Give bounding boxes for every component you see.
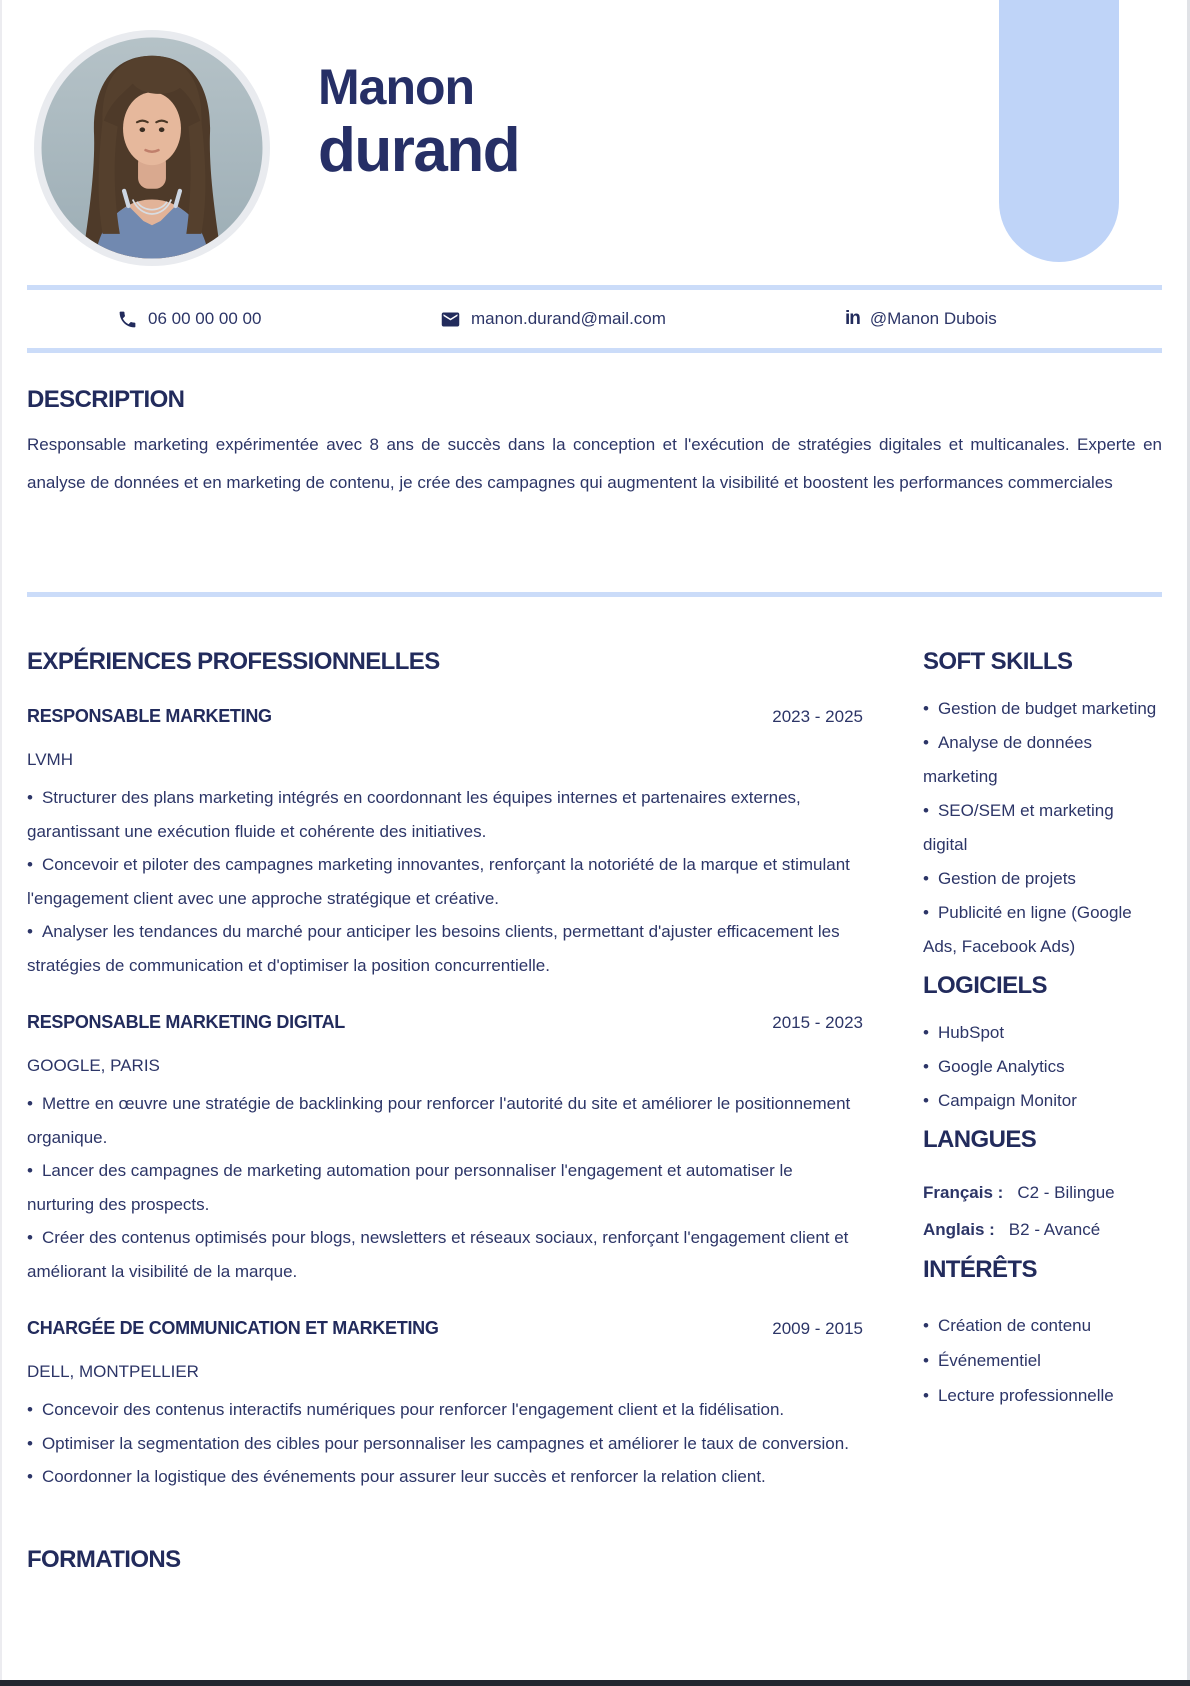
phone-contact[interactable] <box>117 290 261 348</box>
job-bullet <box>27 1154 863 1221</box>
soft-skill-text: Gestion de projets <box>937 869 1076 888</box>
interet-text: Événementiel <box>937 1351 1041 1370</box>
job-bullets <box>27 781 863 982</box>
bullet-dot: • <box>923 1057 929 1076</box>
experience-title: EXPÉRIENCES PROFESSIONNELLES <box>27 648 440 675</box>
job-entry <box>27 1012 863 1288</box>
language-level: B2 - Avancé <box>1008 1220 1101 1239</box>
interets-title: INTÉRÊTS <box>923 1256 1037 1283</box>
last-name: durand <box>318 116 520 185</box>
logiciel-item <box>923 1084 1162 1118</box>
bullet-dot: • <box>923 801 929 820</box>
bullet-dot: • <box>923 1386 929 1405</box>
soft-skill-item <box>923 896 1162 964</box>
job-dates: 2023 - 2025 <box>772 707 863 726</box>
formations-title: FORMATIONS <box>27 1545 181 1573</box>
bullet-dot: • <box>27 1433 33 1453</box>
bullet-dot: • <box>923 1351 929 1370</box>
soft-skill-item <box>923 794 1162 862</box>
logiciels-title: LOGICIELS <box>923 972 1047 999</box>
job-bullet <box>27 1427 863 1461</box>
job-role: CHARGÉE DE COMMUNICATION ET MARKETING <box>27 1318 439 1338</box>
email-address: manon.durand@mail.com <box>471 309 666 328</box>
logiciels-list <box>923 1016 1162 1118</box>
logiciel-item <box>923 1016 1162 1050</box>
bullet-dot: • <box>27 1467 33 1486</box>
bullet-dot: • <box>27 855 33 874</box>
bullet-dot: • <box>27 1094 33 1113</box>
logiciel-text: HubSpot <box>937 1023 1005 1042</box>
bullet-dot: • <box>923 903 929 922</box>
envelope-icon <box>440 309 461 330</box>
job-entry <box>27 1318 863 1494</box>
phone-number: 06 00 00 00 00 <box>148 309 262 328</box>
job-head <box>27 1012 863 1033</box>
soft-skill-text: Analyse de données marketing <box>923 733 1093 786</box>
interets-list <box>923 1308 1162 1413</box>
job-bullet-text: Concevoir et piloter des campagnes marketing innovantes, renforçant la notoriété de la marque et stimulant l'engagement client avec une approche stratégique et créative. <box>27 855 850 908</box>
soft-skill-item <box>923 726 1162 794</box>
language-label: Anglais : <box>923 1220 995 1239</box>
page-left-border <box>0 0 2 1686</box>
language-level: C2 - Bilingue <box>1017 1183 1115 1202</box>
job-bullet <box>27 1460 863 1494</box>
description-text: Responsable marketing expérimentée avec 8 ans de succès dans la conception et l'exécution de stratégies digitales et multicanales. Experte en analyse de données et en marketing de contenu, je crée des campagnes qui augmentent la visibilité et boostent les performances commerciales <box>27 435 1162 492</box>
job-bullet <box>27 1393 863 1427</box>
job-company: GOOGLE, PARIS <box>27 1056 160 1075</box>
job-head <box>27 706 863 727</box>
bullet-dot: • <box>923 1091 929 1110</box>
soft-skill-text: Gestion de budget marketing <box>937 699 1157 718</box>
job-bullet-text: Lancer des campagnes de marketing automation pour personnaliser l'engagement et automatiser le nurturing des prospects. <box>27 1161 793 1214</box>
email-contact[interactable] <box>440 290 666 348</box>
soft-skills-title: SOFT SKILLS <box>923 648 1073 675</box>
language-row <box>923 1211 1162 1248</box>
soft-skill-text: SEO/SEM et marketing digital <box>923 801 1114 854</box>
linkedin-contact[interactable] <box>845 290 997 348</box>
description-section <box>27 386 1162 501</box>
bullet-dot: • <box>27 788 33 807</box>
interet-item <box>923 1343 1162 1378</box>
job-bullet-text: Structurer des plans marketing intégrés en coordonnant les équipes internes et partenaires externes, garantissant une exécution fluide et cohérente des initiatives. <box>27 788 801 841</box>
bullet-dot: • <box>923 869 929 888</box>
contact-row <box>27 290 1162 348</box>
bullet-dot: • <box>27 1400 33 1419</box>
logiciel-text: Campaign Monitor <box>937 1091 1077 1110</box>
linkedin-handle: @Manon Dubois <box>869 309 997 328</box>
interet-text: Création de contenu <box>937 1316 1092 1335</box>
soft-skill-item <box>923 862 1162 896</box>
job-bullets <box>27 1393 863 1494</box>
job-head <box>27 1318 863 1339</box>
bullet-dot: • <box>923 699 929 718</box>
logiciel-text: Google Analytics <box>937 1057 1065 1076</box>
phone-icon <box>117 309 138 330</box>
sidebar-column <box>923 640 1162 1574</box>
job-bullet-text: Créer des contenus optimisés pour blogs, newsletters et réseaux sociaux, renforçant l'engagement client et améliorant la visibilité de la marque. <box>27 1228 849 1281</box>
job-company: LVMH <box>27 750 73 769</box>
name-block <box>318 59 520 185</box>
language-label: Français : <box>923 1183 1004 1202</box>
job-company: DELL, MONTPELLIER <box>27 1362 199 1381</box>
profile-photo <box>34 30 270 266</box>
interet-text: Lecture professionnelle <box>937 1386 1114 1405</box>
job-bullet <box>27 915 863 982</box>
contact-bar <box>27 285 1162 353</box>
linkedin-icon: in <box>845 308 860 329</box>
description-title: DESCRIPTION <box>27 386 185 413</box>
job-entry <box>27 706 863 982</box>
page-bottom-edge <box>0 1680 1190 1686</box>
interet-item <box>923 1308 1162 1343</box>
job-bullet <box>27 1221 863 1288</box>
job-dates: 2015 - 2023 <box>772 1013 863 1032</box>
job-bullet <box>27 781 863 848</box>
job-bullet-text: Coordonner la logistique des événements pour assurer leur succès et renforcer la relation client. <box>41 1467 766 1486</box>
job-bullet <box>27 1087 863 1154</box>
langues-list <box>923 1174 1162 1248</box>
bullet-dot: • <box>923 1023 929 1042</box>
bullet-dot: • <box>27 1161 33 1180</box>
bullet-dot: • <box>923 733 929 752</box>
bullet-dot: • <box>27 1228 33 1247</box>
job-bullet-text: Concevoir des contenus interactifs numériques pour renforcer l'engagement client et la fidélisation. <box>41 1400 785 1419</box>
profile-photo-illustration <box>34 30 270 266</box>
job-bullet <box>27 848 863 915</box>
section-divider-line <box>27 592 1162 597</box>
soft-skills-list <box>923 692 1162 964</box>
job-bullets <box>27 1087 863 1288</box>
first-name: Manon <box>318 59 475 115</box>
langues-title: LANGUES <box>923 1126 1037 1153</box>
content-columns <box>27 640 1162 1574</box>
bullet-dot: • <box>923 1316 929 1335</box>
contact-bar-bottom-line <box>27 348 1162 353</box>
job-dates: 2009 - 2015 <box>772 1319 863 1338</box>
soft-skill-text: Publicité en ligne (Google Ads, Facebook Ads) <box>923 903 1132 956</box>
decorative-blue-pill <box>999 0 1119 262</box>
soft-skill-item <box>923 692 1162 726</box>
interet-item <box>923 1378 1162 1413</box>
experience-column <box>27 640 863 1574</box>
job-bullet-text: Optimiser la segmentation des cibles pour personnaliser les campagnes et améliorer le taux de conversion. <box>41 1433 849 1453</box>
language-row <box>923 1174 1162 1211</box>
job-role: RESPONSABLE MARKETING <box>27 706 272 726</box>
job-bullet-text: Mettre en œuvre une stratégie de backlinking pour renforcer l'autorité du site et améliorer le positionnement organique. <box>27 1094 851 1147</box>
logiciel-item <box>923 1050 1162 1084</box>
job-role: RESPONSABLE MARKETING DIGITAL <box>27 1012 345 1032</box>
bullet-dot: • <box>27 922 33 941</box>
job-bullet-text: Analyser les tendances du marché pour anticiper les besoins clients, permettant d'ajuster efficacement les stratégies de communication et d'optimiser la position concurrentielle. <box>27 922 840 975</box>
